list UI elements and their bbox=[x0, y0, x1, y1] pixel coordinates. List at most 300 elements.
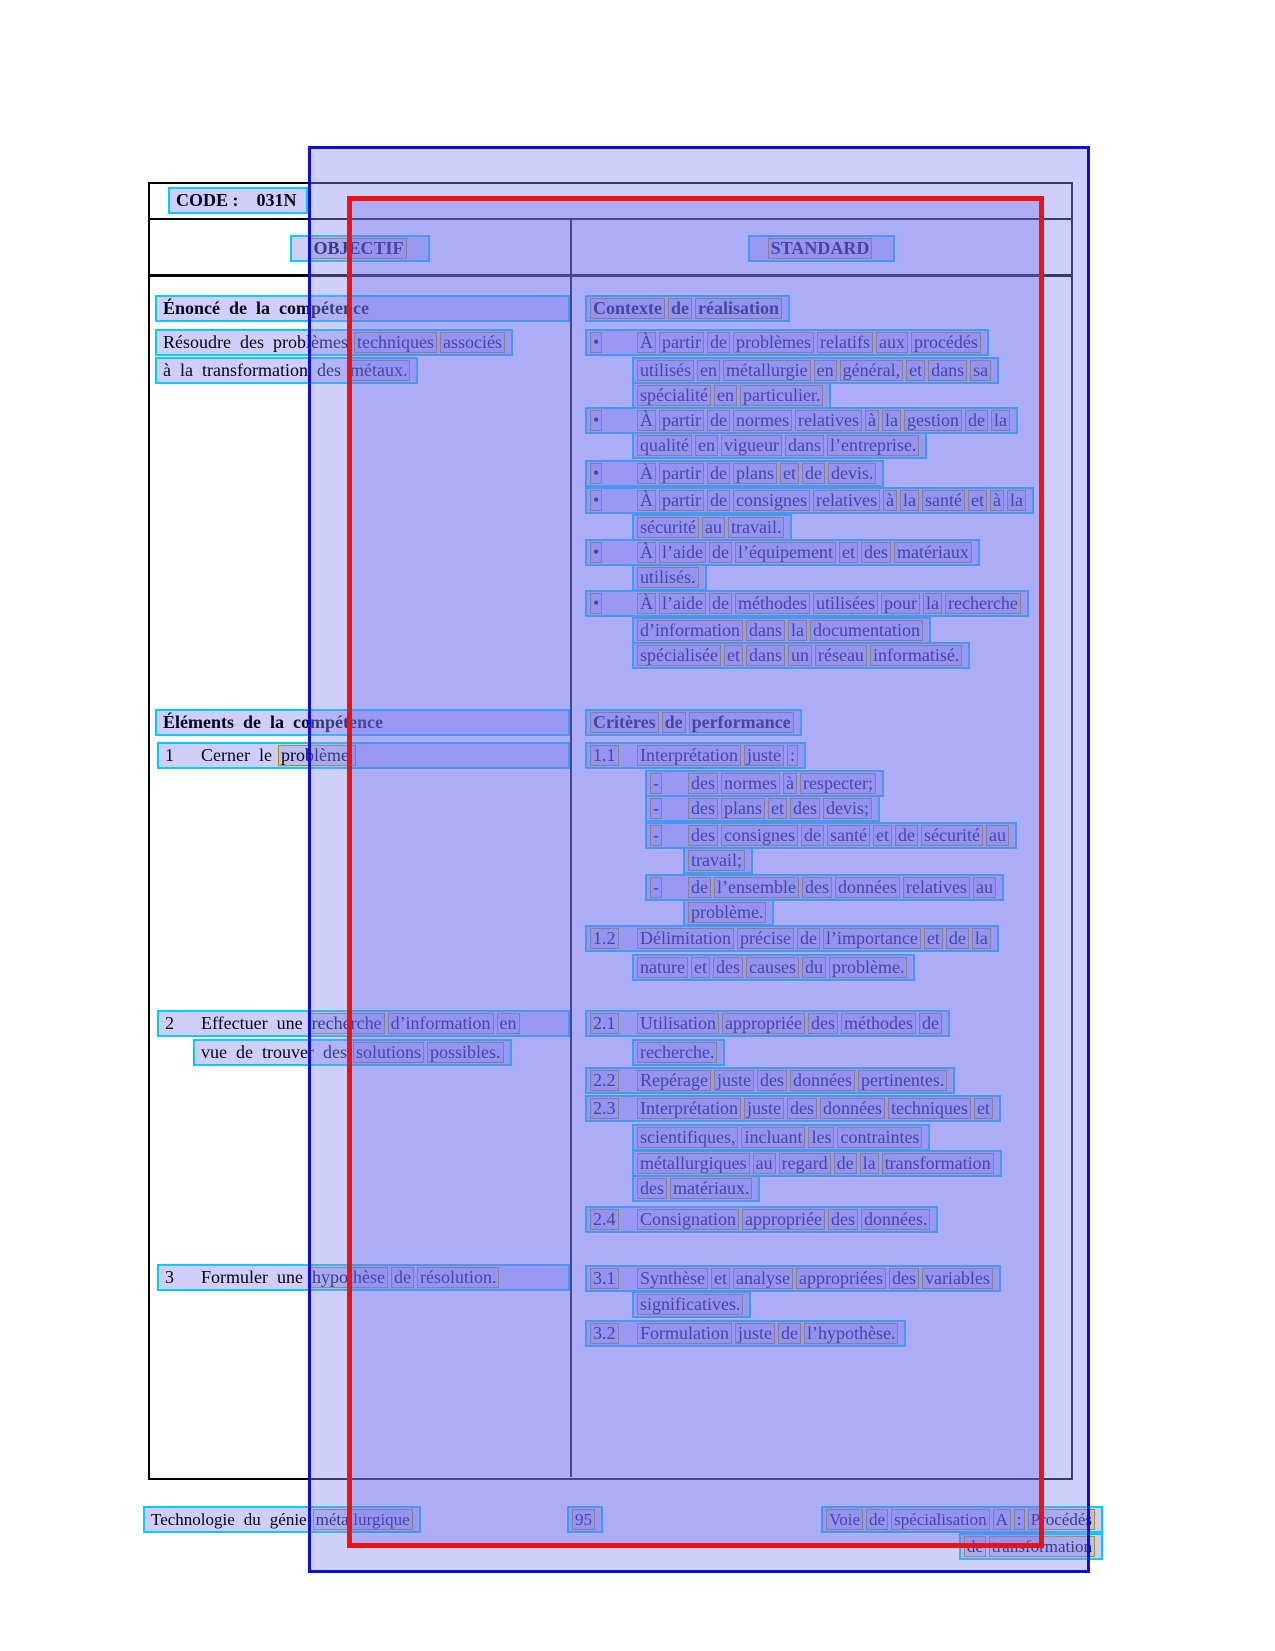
word-text: la bbox=[256, 298, 271, 318]
list-marker bbox=[590, 1322, 637, 1345]
word-box: à bbox=[990, 490, 1004, 511]
word-box: métallurgiques bbox=[637, 1153, 750, 1174]
word-box: Formulation bbox=[637, 1323, 732, 1344]
text-line bbox=[572, 795, 1071, 820]
word-box: utilisés. bbox=[637, 567, 699, 588]
word-box: relatives bbox=[903, 877, 970, 898]
word-text: problèmes bbox=[272, 332, 348, 352]
word-text: trouver bbox=[262, 1042, 314, 1062]
word-box: aux bbox=[876, 332, 908, 353]
text-line bbox=[572, 1067, 1071, 1092]
text-line bbox=[572, 642, 1071, 667]
line-highlight-box bbox=[585, 1265, 1001, 1292]
line-highlight-box bbox=[645, 795, 880, 822]
word-text: Formuler bbox=[201, 1267, 268, 1287]
word-box: transformation bbox=[989, 1536, 1095, 1557]
word-box: la bbox=[923, 593, 942, 614]
footer-page-number bbox=[567, 1506, 603, 1531]
list-marker bbox=[650, 772, 688, 795]
word-box: la bbox=[882, 410, 901, 431]
word-box: 3.1 bbox=[590, 1268, 619, 1289]
word-text: compétence bbox=[293, 712, 383, 732]
word-box: relatives bbox=[813, 490, 880, 511]
word-box: 2.4 bbox=[590, 1209, 619, 1230]
word-box: • bbox=[590, 463, 602, 484]
word-text: des bbox=[322, 1042, 347, 1062]
word-box: Synthèse bbox=[637, 1268, 708, 1289]
word-box: les bbox=[808, 1127, 834, 1148]
line-highlight-box bbox=[585, 925, 999, 952]
text-line bbox=[572, 1124, 1071, 1149]
standard-header bbox=[748, 235, 896, 260]
text-line bbox=[572, 487, 1071, 512]
list-marker bbox=[162, 1266, 198, 1289]
line-highlight-box bbox=[645, 770, 884, 797]
word-box: scientifiques, bbox=[637, 1127, 738, 1148]
word-box: partir bbox=[659, 463, 704, 484]
word-box: : bbox=[787, 745, 798, 766]
word-box: gestion bbox=[904, 410, 962, 431]
word-box: à bbox=[783, 773, 797, 794]
word-box: dans bbox=[746, 645, 785, 666]
word-box: en bbox=[695, 435, 718, 456]
word-box: • bbox=[590, 332, 602, 353]
word-text: de bbox=[243, 712, 261, 732]
word-box: 95 bbox=[572, 1509, 595, 1530]
word-box: méthodes bbox=[841, 1013, 916, 1034]
word-box: analyse bbox=[733, 1268, 793, 1289]
list-marker bbox=[590, 592, 637, 615]
word-box: 2.1 bbox=[590, 1013, 619, 1034]
line-highlight-box bbox=[585, 460, 884, 487]
word-box: données bbox=[790, 1070, 855, 1091]
word-text: transformation bbox=[202, 360, 308, 380]
text-line bbox=[572, 742, 1071, 767]
word-box: partir bbox=[659, 410, 704, 431]
word-box: des bbox=[802, 877, 832, 898]
word-text: de bbox=[236, 1042, 253, 1062]
list-marker bbox=[590, 1069, 637, 1092]
word-box: recherche bbox=[309, 1013, 385, 1034]
word-box: normes bbox=[733, 410, 792, 431]
word-box: À bbox=[637, 490, 656, 511]
word-box: • bbox=[590, 410, 602, 431]
line-highlight-box bbox=[632, 357, 999, 384]
text-line bbox=[572, 1039, 1071, 1064]
objectif-column bbox=[150, 277, 572, 1477]
word-box: et bbox=[724, 645, 743, 666]
word-box: • bbox=[590, 542, 602, 563]
word-box: spécialité bbox=[637, 385, 711, 406]
word-box: significatives. bbox=[637, 1294, 743, 1315]
word-box: des bbox=[787, 1098, 817, 1119]
word-box: Procédés bbox=[1028, 1509, 1095, 1530]
word-box: hypothèse bbox=[309, 1267, 388, 1288]
section-heading bbox=[572, 709, 1071, 734]
list-marker bbox=[162, 1012, 198, 1035]
line-highlight-box bbox=[585, 329, 989, 356]
objectif-header-cell bbox=[150, 220, 572, 274]
line-highlight-box bbox=[632, 1124, 930, 1151]
line-highlight-box bbox=[632, 1039, 725, 1066]
word-box: au bbox=[973, 877, 996, 898]
line-highlight-box bbox=[193, 1039, 512, 1066]
word-box: métaux. bbox=[347, 360, 410, 381]
word-box: en bbox=[497, 1013, 520, 1034]
word-box: 2.2 bbox=[590, 1070, 619, 1091]
line-highlight-box bbox=[155, 357, 418, 384]
word-box: précise bbox=[737, 928, 794, 949]
line-highlight-box bbox=[155, 709, 570, 736]
footer-document-title bbox=[143, 1506, 421, 1531]
line-highlight-box bbox=[157, 1010, 570, 1037]
word-box: de bbox=[801, 825, 824, 846]
word-box: à bbox=[865, 410, 879, 431]
word-box: l’ensemble bbox=[714, 877, 799, 898]
word-box: et bbox=[711, 1268, 730, 1289]
word-box: partir bbox=[659, 490, 704, 511]
word-box: la bbox=[972, 928, 991, 949]
word-box: de bbox=[965, 410, 988, 431]
word-box: de bbox=[707, 463, 730, 484]
word-box: Voie bbox=[826, 1509, 863, 1530]
word-box: possibles. bbox=[427, 1042, 504, 1063]
list-marker bbox=[590, 1012, 637, 1035]
line-highlight-box bbox=[585, 539, 980, 566]
word-box: juste bbox=[714, 1070, 754, 1091]
word-box: de bbox=[919, 1013, 942, 1034]
word-box: un bbox=[788, 645, 812, 666]
word-box: la bbox=[1007, 490, 1026, 511]
line-highlight-box bbox=[585, 1010, 950, 1037]
word-box: 1.1 bbox=[590, 745, 619, 766]
text-line bbox=[572, 539, 1071, 564]
word-box: À bbox=[637, 410, 656, 431]
line-highlight-box bbox=[683, 847, 753, 874]
word-box: associés bbox=[440, 332, 505, 353]
word-box: normes bbox=[721, 773, 780, 794]
word-box: résolution. bbox=[417, 1267, 500, 1288]
word-box: à bbox=[883, 490, 897, 511]
line-highlight-box bbox=[585, 590, 1029, 617]
word-box: de bbox=[834, 1153, 857, 1174]
word-box: Repérage bbox=[637, 1070, 711, 1091]
text-line bbox=[572, 617, 1071, 642]
word-box: informatisé. bbox=[870, 645, 962, 666]
list-marker bbox=[590, 462, 637, 485]
word-box: dans bbox=[746, 620, 785, 641]
word-box: au bbox=[702, 517, 725, 538]
text-line bbox=[572, 1320, 1071, 1345]
word-box: pour bbox=[881, 593, 920, 614]
column-header-row bbox=[150, 220, 1071, 277]
word-text: une bbox=[276, 1013, 303, 1033]
word-box: des bbox=[808, 1013, 838, 1034]
word-box: au bbox=[986, 825, 1009, 846]
word-box: À bbox=[637, 332, 656, 353]
line-highlight-box bbox=[632, 382, 831, 409]
list-marker bbox=[650, 824, 688, 847]
word-box: et bbox=[780, 463, 799, 484]
word-box: de bbox=[778, 1323, 801, 1344]
word-box: spécialisation bbox=[891, 1509, 990, 1530]
word-text: des bbox=[316, 360, 341, 380]
word-text: vue bbox=[201, 1042, 227, 1062]
word-box: de bbox=[895, 825, 918, 846]
section-heading bbox=[572, 295, 1071, 320]
list-marker bbox=[590, 1267, 637, 1290]
word-box: santé bbox=[827, 825, 870, 846]
word-box: solutions bbox=[353, 1042, 424, 1063]
line-highlight-box bbox=[959, 1533, 1103, 1560]
word-box: métallurgie bbox=[723, 360, 811, 381]
word-box: respecter; bbox=[800, 773, 876, 794]
word-box: la bbox=[900, 490, 919, 511]
word-box: de bbox=[709, 542, 732, 563]
word-text: une bbox=[277, 1267, 303, 1287]
line-highlight-box bbox=[585, 1206, 938, 1233]
text-line bbox=[572, 460, 1071, 485]
word-box: des bbox=[688, 825, 718, 846]
word-box: sécurité bbox=[921, 825, 983, 846]
text-line bbox=[572, 925, 1071, 950]
line-highlight-box bbox=[585, 742, 806, 769]
word-box: et bbox=[691, 957, 710, 978]
text-line bbox=[150, 1264, 570, 1289]
line-highlight-box bbox=[157, 742, 570, 769]
word-box: en bbox=[697, 360, 720, 381]
word-box: de bbox=[707, 332, 730, 353]
word-box: dans bbox=[928, 360, 967, 381]
list-marker bbox=[650, 876, 688, 899]
word-box: OBJECTIF bbox=[310, 238, 406, 259]
table-body bbox=[150, 277, 1071, 1477]
word-box: qualité bbox=[637, 435, 692, 456]
word-box: : bbox=[1014, 1509, 1025, 1530]
word-box: contraintes bbox=[837, 1127, 922, 1148]
word-text: à bbox=[163, 360, 171, 380]
text-line bbox=[572, 1291, 1071, 1316]
word-box: appropriées bbox=[796, 1268, 886, 1289]
word-box: et bbox=[839, 542, 858, 563]
word-box: des bbox=[861, 542, 891, 563]
line-highlight-box bbox=[645, 822, 1017, 849]
word-box: et bbox=[968, 490, 987, 511]
word-box: et bbox=[768, 798, 787, 819]
word-box: travail. bbox=[728, 517, 784, 538]
line-highlight-box bbox=[632, 1150, 1002, 1177]
word-box: devis. bbox=[828, 463, 877, 484]
word-box: dans bbox=[785, 435, 824, 456]
line-highlight-box bbox=[168, 187, 308, 214]
word-box: 3.2 bbox=[590, 1323, 619, 1344]
word-text: le bbox=[258, 745, 272, 765]
word-box: sécurité bbox=[637, 517, 699, 538]
text-line bbox=[150, 742, 570, 767]
code-row bbox=[150, 184, 1071, 220]
word-box: en bbox=[714, 385, 737, 406]
word-box: en bbox=[814, 360, 837, 381]
word-box: l’hypothèse. bbox=[804, 1323, 898, 1344]
line-highlight-box bbox=[632, 617, 931, 644]
word-box: de bbox=[709, 593, 732, 614]
list-marker bbox=[590, 744, 637, 767]
section-heading bbox=[150, 295, 570, 320]
word-box: de bbox=[688, 877, 711, 898]
text-line bbox=[572, 1265, 1071, 1290]
list-marker bbox=[162, 744, 198, 767]
line-highlight-box bbox=[585, 295, 790, 322]
word-box: partir bbox=[659, 332, 704, 353]
line-highlight-box bbox=[585, 1095, 1001, 1122]
list-marker bbox=[650, 797, 688, 820]
word-box: juste bbox=[735, 1323, 775, 1344]
word-box: plans bbox=[733, 463, 777, 484]
text-line bbox=[572, 382, 1071, 407]
word-box: consignes bbox=[721, 825, 798, 846]
line-highlight-box bbox=[290, 235, 429, 262]
word-text: Éléments bbox=[163, 712, 234, 732]
word-box: 2.3 bbox=[590, 1098, 619, 1119]
word-box: appropriée bbox=[722, 1013, 805, 1034]
text-line bbox=[572, 564, 1071, 589]
word-text: la bbox=[270, 712, 285, 732]
word-box: relatifs bbox=[817, 332, 873, 353]
text-line bbox=[572, 590, 1071, 615]
word-box: Utilisation bbox=[637, 1013, 719, 1034]
list-marker bbox=[590, 409, 637, 432]
word-box: variables bbox=[922, 1268, 993, 1289]
word-box: matériaux bbox=[894, 542, 972, 563]
word-box: performance bbox=[689, 712, 794, 733]
word-box: des bbox=[688, 773, 718, 794]
line-highlight-box bbox=[567, 1506, 603, 1533]
word-box: problème. bbox=[688, 902, 766, 923]
word-box: nature bbox=[637, 957, 688, 978]
word-box: de bbox=[802, 463, 825, 484]
word-box: Interprétation bbox=[637, 1098, 741, 1119]
word-box: problème. bbox=[278, 745, 356, 766]
word-box: l’entreprise. bbox=[827, 435, 919, 456]
word-box: la bbox=[860, 1153, 879, 1174]
word-box: et bbox=[924, 928, 943, 949]
word-box: de bbox=[964, 1536, 986, 1557]
line-highlight-box bbox=[155, 295, 570, 322]
word-box: métallurgique bbox=[313, 1509, 413, 1530]
word-box: au bbox=[753, 1153, 776, 1174]
word-text: Technologie bbox=[151, 1510, 235, 1529]
word-box: regard bbox=[779, 1153, 831, 1174]
word-box: documentation bbox=[810, 620, 923, 641]
word-box: des bbox=[713, 957, 743, 978]
text-line bbox=[572, 954, 1071, 979]
word-box: de bbox=[866, 1509, 888, 1530]
word-box: de bbox=[707, 490, 730, 511]
text-line bbox=[572, 1150, 1071, 1175]
standard-column bbox=[572, 277, 1071, 1477]
standard-header-cell bbox=[572, 220, 1071, 274]
text-line bbox=[150, 1010, 570, 1035]
word-text: 2 bbox=[165, 1013, 174, 1033]
word-box: problème. bbox=[829, 957, 907, 978]
text-line bbox=[572, 770, 1071, 795]
word-box: - bbox=[650, 825, 662, 846]
line-highlight-box bbox=[585, 1320, 906, 1347]
word-text: des bbox=[239, 332, 264, 352]
word-box: A bbox=[993, 1509, 1011, 1530]
word-box: Délimitation bbox=[637, 928, 734, 949]
word-box: de bbox=[946, 928, 969, 949]
text-line bbox=[572, 822, 1071, 847]
word-text: 3 bbox=[165, 1267, 174, 1287]
text-line bbox=[572, 357, 1071, 382]
line-highlight-box bbox=[632, 642, 970, 669]
word-box: des bbox=[637, 1178, 667, 1199]
line-highlight-box bbox=[632, 954, 915, 981]
text-line bbox=[572, 407, 1071, 432]
text-line bbox=[150, 357, 570, 382]
word-box: de bbox=[797, 928, 820, 949]
word-box: Contexte bbox=[590, 298, 665, 319]
word-box: recherche bbox=[945, 593, 1021, 614]
word-box: transformation bbox=[882, 1153, 994, 1174]
line-highlight-box bbox=[632, 1291, 751, 1318]
word-box: utilisés bbox=[637, 360, 694, 381]
word-box: causes bbox=[746, 957, 799, 978]
code-label bbox=[168, 187, 308, 212]
word-box: STANDARD bbox=[768, 238, 873, 259]
text-line bbox=[572, 899, 1071, 924]
word-box: procédés bbox=[911, 332, 981, 353]
word-box: - bbox=[650, 877, 662, 898]
line-highlight-box bbox=[155, 329, 513, 356]
line-highlight-box bbox=[683, 899, 774, 926]
word-text: Effectuer bbox=[201, 1013, 268, 1033]
word-box: techniques bbox=[888, 1098, 971, 1119]
text-line bbox=[572, 874, 1071, 899]
word-box: 1.2 bbox=[590, 928, 619, 949]
word-box: À bbox=[637, 463, 656, 484]
word-box: des bbox=[889, 1268, 919, 1289]
word-box: relatives bbox=[795, 410, 862, 431]
line-highlight-box bbox=[632, 514, 792, 541]
word-box: réalisation bbox=[695, 298, 782, 319]
word-box: données bbox=[820, 1098, 885, 1119]
word-box: l’aide bbox=[659, 542, 706, 563]
word-box: réseau bbox=[815, 645, 867, 666]
word-text: Énoncé bbox=[163, 298, 221, 318]
word-box: et bbox=[873, 825, 892, 846]
word-text: génie bbox=[269, 1510, 307, 1529]
line-highlight-box bbox=[632, 1175, 760, 1202]
footer-specialization-cont bbox=[959, 1533, 1103, 1558]
word-box: des bbox=[757, 1070, 787, 1091]
word-box: recherche. bbox=[637, 1042, 717, 1063]
word-text: 1 bbox=[165, 745, 174, 765]
word-text: de bbox=[229, 298, 248, 318]
word-box: Critères bbox=[590, 712, 659, 733]
word-box: plans bbox=[721, 798, 765, 819]
list-marker bbox=[590, 927, 637, 950]
word-box: - bbox=[650, 773, 662, 794]
word-box: santé bbox=[922, 490, 965, 511]
line-highlight-box bbox=[157, 1264, 570, 1291]
word-box: d’information bbox=[637, 620, 743, 641]
objectif-header bbox=[290, 235, 429, 260]
word-box: des bbox=[790, 798, 820, 819]
line-highlight-box bbox=[632, 432, 927, 459]
word-box: Consignation bbox=[637, 1209, 739, 1230]
